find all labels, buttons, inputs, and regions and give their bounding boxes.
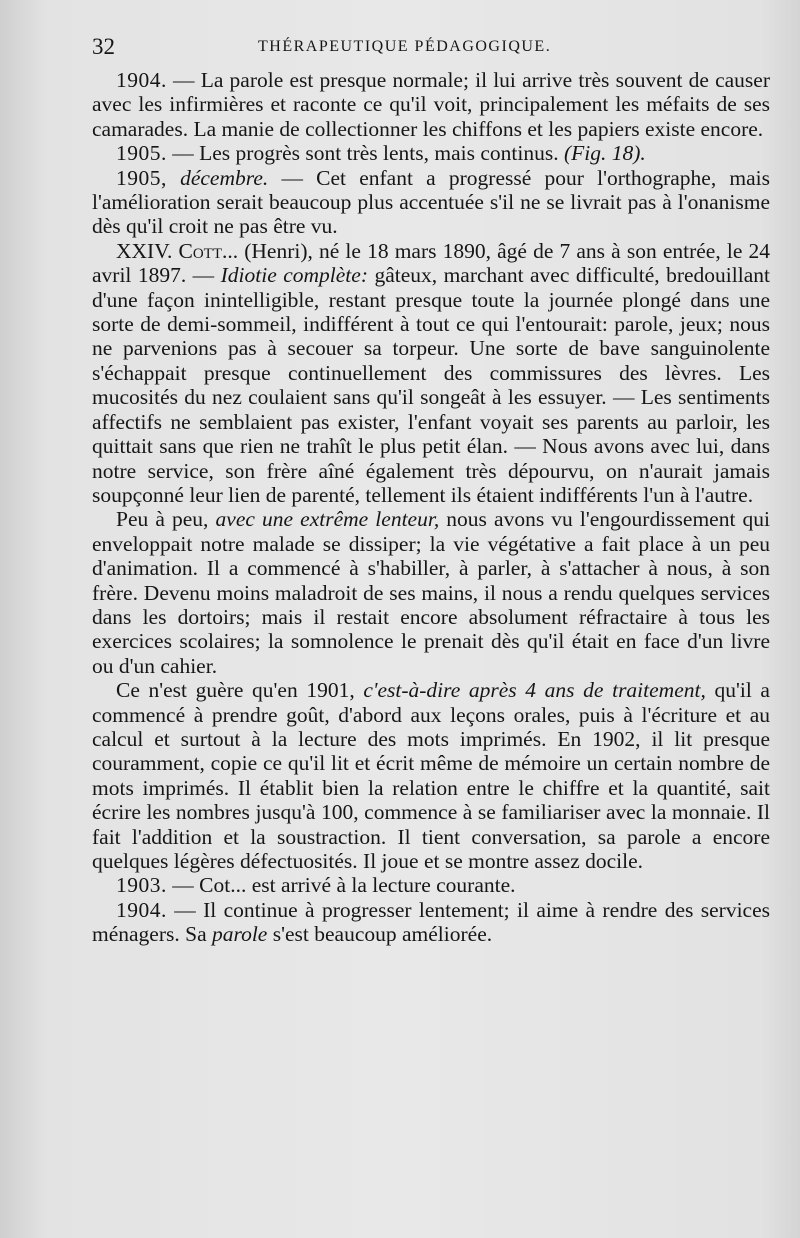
- year-label: 1904.: [116, 897, 167, 922]
- paragraph-text: — Cet enfant a progressé pour l'orthographe, mais l'amélioration serait beaucoup plus accentuée s'il ne se livrait pas à l'onanisme dès qu'il croit ne pas être vu.: [92, 165, 771, 239]
- progress-emphasis: parole: [212, 922, 268, 947]
- page-number: 32: [92, 34, 115, 59]
- progress-text: — Cot... est arrivé à la lecture courante.: [166, 873, 516, 898]
- progress-text: Peu à peu,: [116, 507, 216, 532]
- month-label: décembre.: [180, 165, 269, 190]
- year-label: 1904.: [116, 68, 167, 92]
- figure-reference: (Fig. 18).: [563, 141, 646, 166]
- progress-paragraph-1904: [92, 898, 770, 947]
- paragraph-1905: [92, 141, 770, 165]
- case-intro: (Henri), né le 18 mars 1890, âgé de 7 ans à son entrée, le 24 avril 1897. —: [92, 238, 771, 288]
- running-title: THÉRAPEUTIQUE PÉDAGOGIQUE.: [258, 38, 552, 55]
- year-label: 1905,: [116, 165, 167, 190]
- progress-text: qu'il a commencé à prendre goût, d'abord aux leçons orales, puis à l'écriture et au calcul et surtout à la lecture des mots imprimés. En 1902, il lit presque couramment, copie ce qu'il lit et écrit même de mémoire un certain nombre de mots imprimés. Il établit bien la relation entre le chiffre et la quantité, sait écrire les nombres jusqu'à 100, commence à se familiariser avec la monnaie. Il fait l'addition et la soustraction. Il tient conversation, sa parole a encore quelques légères défectuosités. Il joue et se montre assez docile.: [92, 678, 770, 873]
- case-diagnosis: Idiotie complète:: [220, 263, 368, 288]
- year-label: 1905.: [116, 141, 167, 166]
- case-number: XXIV.: [116, 238, 173, 263]
- paragraph-1905-december: [92, 166, 770, 239]
- case-description: gâteux, marchant avec difficulté, bredouillant d'une façon inintelligible, restant presque toute la journée plongé dans une sorte de demi-sommeil, indifférent à tout ce qui l'entourait: parole, jeux; nous ne parvenions pas à secouer sa torpeur. Une sorte de bave sanguinolente s'échappait presque continuellement des commissures des lèvres. Les mucosités du nez coulaient sans qu'il songeât à les essuyer. — Les sentiments affectifs ne semblaient pas exister, l'enfant voyait ses parents au parloir, les quittait sans que rien ne trahît le plus petit élan. — Nous avons avec lui, dans notre service, son frère aîné également très dépourvu, on n'aurait jamais soupçonné leur lien de parenté, tellement ils étaient indifférents l'un à l'autre.: [92, 263, 770, 507]
- progress-text: s'est beaucoup améliorée.: [267, 922, 493, 947]
- progress-text: Ce n'est guère qu'en 1901,: [116, 678, 364, 703]
- paragraph-text: — La parole est presque normale; il lui arrive très souvent de causer avec les infirmières et raconte ce qu'il voit, principalement les méfaits de ses camarades. La manie de collectionner les chiffons et les papiers existe encore.: [92, 68, 770, 141]
- case-name: Cott...: [178, 238, 239, 263]
- paragraph-1904: [92, 68, 770, 141]
- progress-emphasis: c'est-à-dire après 4 ans de traitement,: [363, 678, 706, 703]
- year-label: 1903.: [116, 873, 167, 898]
- paragraph-text: — Les progrès sont très lents, mais continus.: [166, 141, 559, 166]
- progress-paragraph-2: [92, 678, 770, 873]
- progress-paragraph-1903: [92, 873, 770, 897]
- progress-text: — Il continue à progresser lentement; il aime à rendre des services ménagers. Sa: [92, 897, 770, 947]
- progress-paragraph-1: [92, 507, 770, 678]
- case-entry: [92, 239, 770, 507]
- body-text: [92, 68, 770, 947]
- progress-emphasis: avec une extrême lenteur,: [215, 507, 440, 532]
- page-header: [92, 34, 772, 66]
- progress-text: nous avons vu l'engourdissement qui enveloppait notre malade se dissiper; la vie végétative a fait place à un peu d'animation. Il a commencé à s'habiller, à parler, à s'attacher à nous, à son frère. Devenu moins maladroit de ses mains, il nous a rendu quelques services dans les dortoirs; mais il restait encore absolument réfractaire à tous les exercices scolaires; la somnolence le prenait dès qu'il était en face d'un livre ou d'un cahier.: [92, 507, 771, 678]
